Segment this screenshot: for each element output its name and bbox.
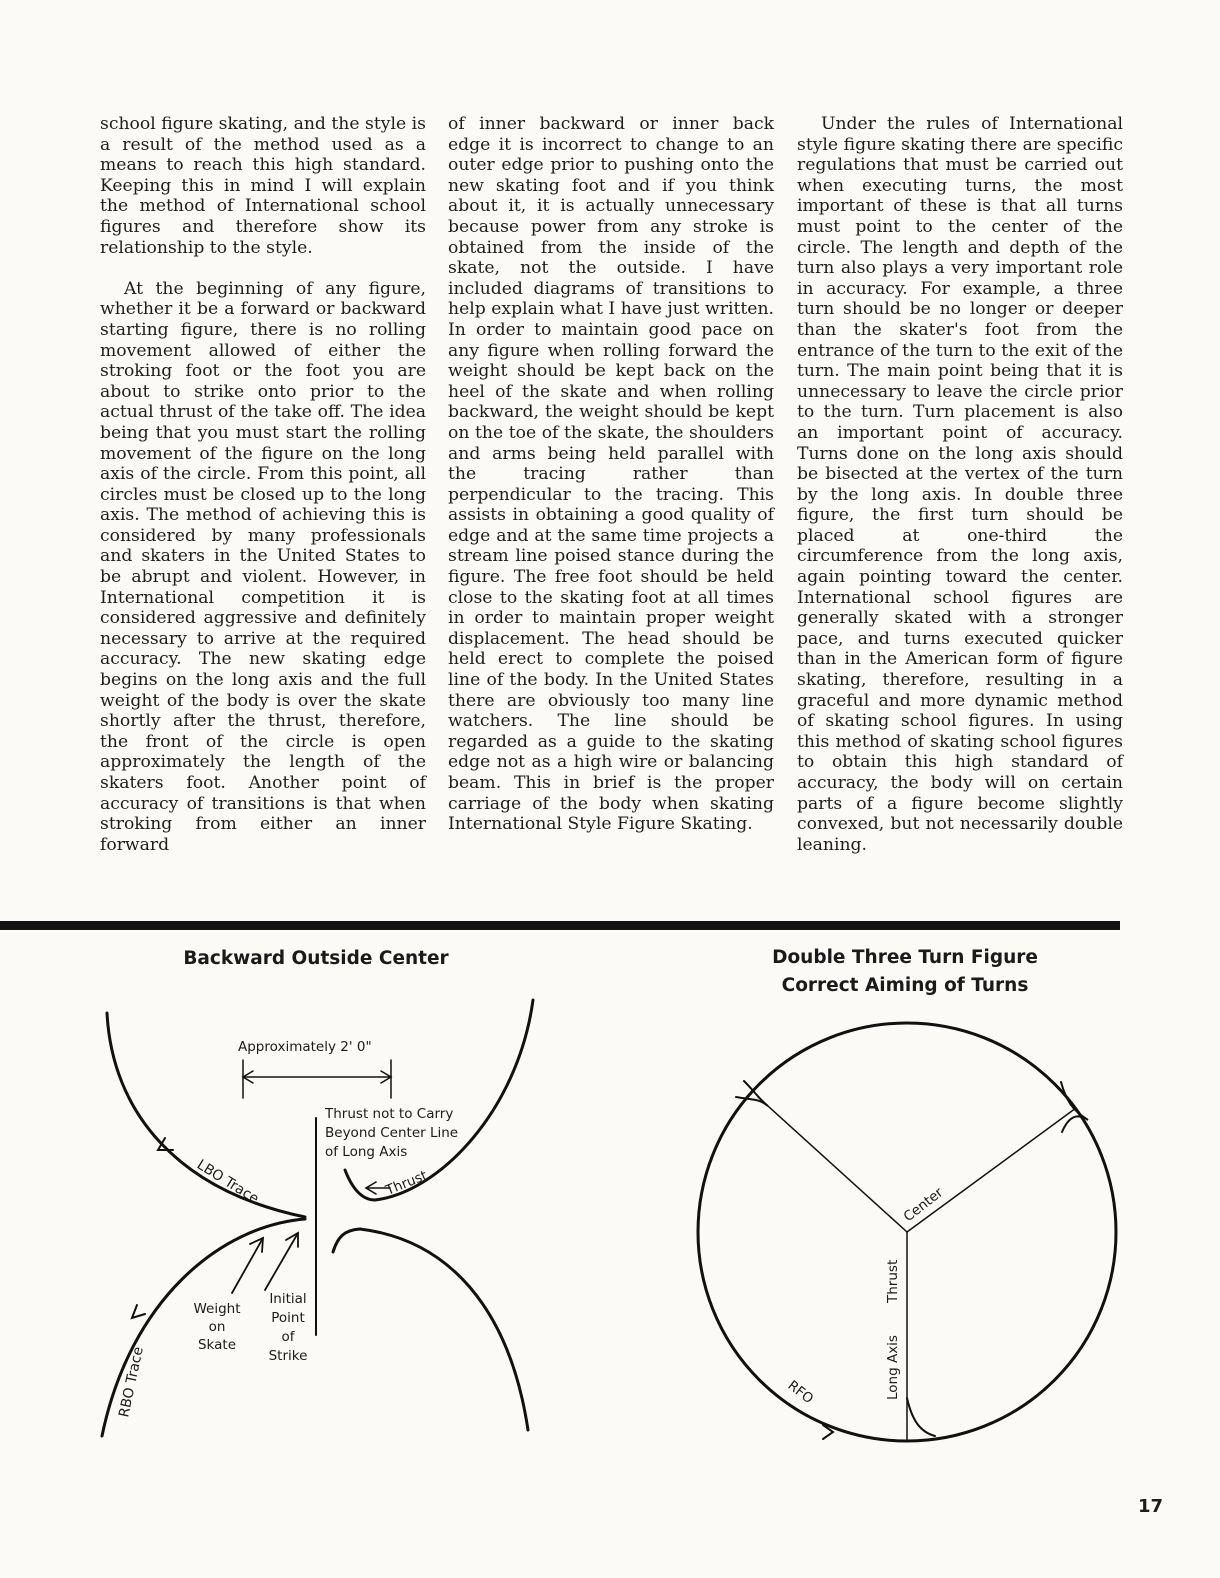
- thrust-note-line-3: of Long Axis: [325, 1144, 408, 1160]
- paragraph: school figure skating, and the style is a result of the method used as a means to reach this high standard. Keeping this in mind I will explain the method of International school figures and therefore show its relationship to the style.: [100, 114, 426, 258]
- weight-label-2: on: [208, 1319, 226, 1335]
- paragraph: At the beginning of any figure, whether it be a forward or backward starting figure, there is no rolling movement allowed of either the stroking foot or the foot you are about to strike onto prior to the actual thrust of the take off. The idea being that you must start the rolling movement of the figure on the long axis of the circle. From this point, all circles must be closed up to the long axis. The method of achieving this is considered by many professionals and skaters in the United States to be abrupt and violent. However, in International competition it is considered aggressive and definitely necessary to arrive at the required accuracy. The new skating edge begins on the long axis and the full weight of the body is over the skate shortly after the thrust, therefore, the front of the circle is open approximately the length of the skaters foot. Another point of accuracy of transitions is that when stroking from either an inner forward: [100, 278, 426, 855]
- figure-2-title-line-1: Double Three Turn Figure: [772, 947, 1038, 968]
- rbo-trace-label: RBO Trace: [116, 1345, 147, 1419]
- page-number: 17: [1138, 1496, 1164, 1517]
- weight-label-1: Weight: [193, 1301, 241, 1317]
- thrust-label: Thrust: [885, 1259, 901, 1303]
- long-axis-label: Long Axis: [885, 1335, 901, 1400]
- radius-upper-left: [758, 1097, 907, 1232]
- initial-label-1: Initial: [269, 1291, 307, 1307]
- thrust-label: Thrust: [383, 1167, 430, 1199]
- initial-label-3: of: [281, 1329, 295, 1345]
- center-label: Center: [900, 1184, 947, 1226]
- figure-1-title: Backward Outside Center: [183, 948, 449, 969]
- three-turn-bottom: [907, 1398, 935, 1436]
- rfo-label: RFO: [784, 1377, 817, 1408]
- thrust-note-line-2: Beyond Center Line: [325, 1125, 459, 1141]
- initial-label-4: Strike: [268, 1348, 308, 1364]
- weight-label-3: Skate: [197, 1337, 237, 1353]
- lbo-trace-label: LBO Trace: [193, 1156, 262, 1208]
- figure-2-title-line-2: Correct Aiming of Turns: [781, 975, 1029, 996]
- initial-label-2: Point: [271, 1310, 305, 1326]
- paragraph: Under the rules of International style figure skating there are specific regulations that must be carried out when executing turns, the most important of these is that all turns must point to the center of the circle. The length and depth of the turn also plays a very important role in accuracy. For example, a three turn should be no longer or deeper than the skater's foot from the entrance of the turn to the exit of the turn. The main point being that it is unnecessary to leave the circle prior to the turn. Turn placement is also an important point of accuracy. Turns done on the long axis should be bisected at the vertex of the turn by the long axis. In double three figure, the first turn should be placed at one-third the circumference from the long axis, again pointing toward the center. International school figures are generally skated with a stronger pace, and turns executed quicker than in the American form of figure skating, therefore, resulting in a graceful and more dynamic method of skating school figures. In using this method of skating school figures to obtain this high standard of accuracy, the body will on certain parts of a figure become slightly convexed, but not necessarily double leaning.: [797, 114, 1123, 855]
- paragraph: of inner backward or inner back edge it is incorrect to change to an outer edge prior to pushing onto the new skating foot and if you think about it, it is actually unnecessary because power from any stroke is obtained from the inside of the skate, not the outside. I have included diagrams of transitions to help explain what I have just written. In order to maintain good pace on any figure when rolling forward the weight should be kept back on the heel of the skate and when rolling backward, the weight should be kept on the toe of the skate, the shoulders and arms being held parallel with the tracing rather than perpendicular to the tracing. This assists in obtaining a good quality of edge and at the same time projects a stream line poised stance during the figure. The free foot should be held close to the skating foot at all times in order to maintain proper weight displacement. The head should be held erect to complete the poised line of the body. In the United States there are obviously too many line watchers. The line should be regarded as a guide to the skating edge not as a high wire or balancing beam. This in brief is the proper carriage of the body when skating International Style Figure Skating.: [448, 114, 774, 835]
- thrust-note-line-1: Thrust not to Carry: [325, 1106, 454, 1122]
- approx-label: Approximately 2' 0": [238, 1039, 372, 1055]
- radius-upper-right: [907, 1108, 1076, 1232]
